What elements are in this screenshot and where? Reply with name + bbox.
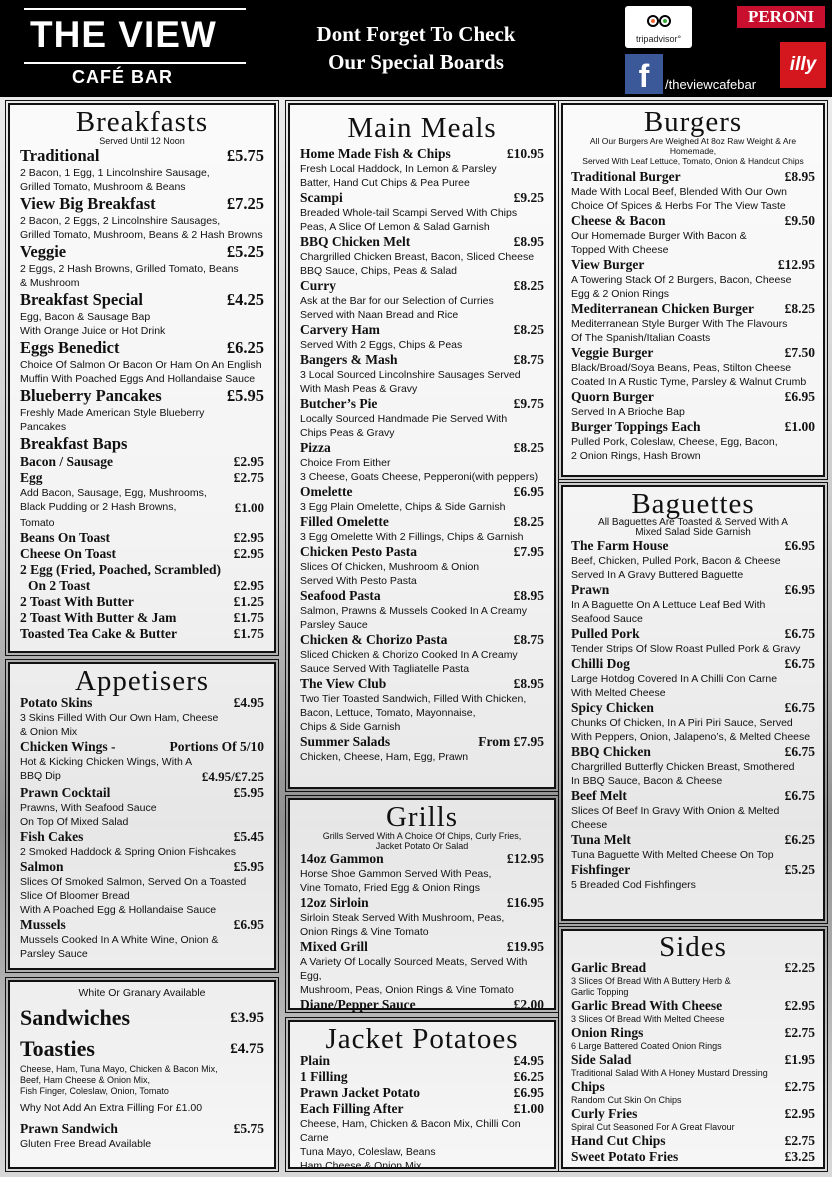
menu-item: Garlic Bread £2.25 bbox=[571, 960, 815, 975]
menu-item: 2 Toast With Butter & Jam £1.75 bbox=[20, 610, 264, 625]
menu-item: Egg £2.75 bbox=[20, 470, 264, 485]
item-desc: Random Cut Skin On Chips bbox=[571, 1095, 682, 1105]
breakfasts-section bbox=[8, 103, 276, 653]
menu-item: Mediterranean Chicken Burger £8.25 bbox=[571, 301, 815, 316]
menu-item: Fish Cakes £5.45 bbox=[20, 829, 264, 844]
menu-item: The View Club £8.95 bbox=[300, 676, 544, 691]
menu-item: Tuna Melt £6.25 bbox=[571, 832, 815, 847]
item-desc: Chicken, Cheese, Ham, Egg, Prawn bbox=[300, 751, 469, 763]
item-desc: 3 Local Sourced Lincolnshire Sausages Served bbox=[300, 369, 521, 381]
menu-item: Breakfast Special £4.25 bbox=[20, 290, 264, 309]
item-desc: Breaded Whole-tail Scampi Served With Chips bbox=[300, 207, 518, 219]
menu-item: BBQ Chicken Melt £8.95 bbox=[300, 234, 544, 249]
section-note: Served With Leaf Lettuce, Tomato, Onion & Handcut Chips bbox=[582, 156, 804, 166]
menu-item: Onion Rings £2.75 bbox=[571, 1025, 815, 1040]
section-note: White Or Granary Available bbox=[78, 987, 206, 999]
item-desc: Slices Of Beef In Gravy With Onion & Melted bbox=[571, 805, 780, 817]
item-desc: Sauce Served With Tagliatelle Pasta bbox=[300, 663, 470, 675]
item-desc: Gluten Free Bread Available bbox=[20, 1138, 152, 1150]
item-desc: 3 Egg Omelette With 2 Fillings, Chips & Garnish bbox=[300, 531, 524, 543]
menu-item: Pulled Pork £6.75 bbox=[571, 626, 815, 641]
item-desc: Slices Of Smoked Salmon, Served On a Toasted bbox=[20, 876, 247, 888]
menu-item: Eggs Benedict £6.25 bbox=[20, 338, 264, 357]
item-desc: 2 Eggs, 2 Hash Browns, Grilled Tomato, Beans bbox=[20, 263, 239, 275]
grills-section bbox=[288, 798, 556, 1010]
section-title: Breakfasts bbox=[75, 106, 209, 138]
facebook-icon[interactable]: f bbox=[625, 54, 663, 94]
item-desc: Served In A Gravy Buttered Baguette bbox=[571, 569, 744, 581]
item-desc: Parsley Sauce bbox=[20, 948, 88, 960]
item-desc: Beef, Chicken, Pulled Pork, Bacon & Cheese bbox=[571, 555, 781, 567]
main-meals-section bbox=[288, 103, 556, 789]
item-desc: Grilled Tomato, Mushroom & Beans bbox=[20, 181, 186, 193]
menu-item: Cheese & Bacon £9.50 bbox=[571, 213, 815, 228]
menu-item: Seafood Pasta £8.95 bbox=[300, 588, 544, 603]
menu-item: Toasted Tea Cake & Butter £1.75 bbox=[20, 626, 264, 641]
menu-item: View Big Breakfast £7.25 bbox=[20, 194, 264, 213]
item-desc: & Onion Mix bbox=[20, 726, 78, 738]
menu-item: Summer Salads From £7.95 bbox=[300, 734, 544, 749]
sandwiches-section bbox=[8, 980, 276, 1169]
menu-item: Diane/Pepper Sauce £2.00 bbox=[300, 997, 544, 1012]
item-desc: Pulled Pork, Coleslaw, Cheese, Egg, Bacon, bbox=[571, 436, 778, 448]
burgers-section bbox=[561, 103, 825, 477]
item-desc: In BBQ Sauce, Bacon & Cheese bbox=[571, 775, 723, 787]
section-title: Sides bbox=[659, 931, 727, 963]
tagline bbox=[282, 20, 550, 76]
item-desc: Choice Of Salmon Or Bacon Or Ham On An English bbox=[20, 359, 262, 371]
item-desc: 3 Slices Of Bread With Melted Cheese bbox=[571, 1014, 725, 1024]
item-desc: Parsley Sauce bbox=[300, 619, 368, 631]
section-note: Served Until 12 Noon bbox=[99, 136, 185, 146]
item-desc: Muffin With Poached Eggs And Hollandaise Sauce bbox=[20, 373, 256, 385]
item-desc: Chargrilled Butterfly Chicken Breast, Smothered bbox=[571, 761, 795, 773]
tripadvisor-text: tripadvisor° bbox=[635, 34, 682, 44]
item-desc: Traditional Salad With A Honey Mustard Dressing bbox=[571, 1068, 768, 1078]
menu-item: Prawn Cocktail £5.95 bbox=[20, 785, 264, 800]
peroni-logo: PERONI bbox=[737, 6, 825, 28]
menu-item: Curly Fries £2.95 bbox=[571, 1106, 815, 1121]
menu-item: Mixed Grill £19.95 bbox=[300, 939, 544, 954]
section-note: All Baguettes Are Toasted & Served With A bbox=[598, 517, 788, 528]
menu-item: Beef Melt £6.75 bbox=[571, 788, 815, 803]
item-desc: Tuna Baguette With Melted Cheese On Top bbox=[571, 849, 774, 861]
item-desc: Black Pudding or 2 Hash Browns, £1.00 bbox=[20, 500, 264, 515]
menu-item: 2 Egg (Fried, Poached, Scrambled) bbox=[20, 562, 221, 577]
menu-item: BBQ Chicken £6.75 bbox=[571, 744, 815, 759]
menu-item: Chicken Pesto Pasta £7.95 bbox=[300, 544, 544, 559]
section-note: Jacket Potato Or Salad bbox=[375, 841, 469, 851]
menu-item: Bangers & Mash £8.75 bbox=[300, 352, 544, 367]
item-desc: Add Bacon, Sausage, Egg, Mushrooms, bbox=[20, 487, 207, 499]
item-desc: Hot & Kicking Chicken Wings, With A bbox=[20, 756, 193, 768]
menu-item: 2 Toast With Butter £1.25 bbox=[20, 594, 264, 609]
baguettes-section bbox=[561, 485, 825, 921]
item-desc: & Mushroom bbox=[20, 277, 80, 289]
menu-item: Chicken Wings - Portions Of 5/10 bbox=[20, 739, 264, 754]
section-title: Burgers bbox=[643, 106, 743, 138]
item-desc: Onion Rings & Vine Tomato bbox=[300, 926, 429, 938]
menu-item: Prawn Jacket Potato £6.95 bbox=[300, 1085, 544, 1100]
logo-rule bbox=[24, 62, 246, 64]
item-desc: Garlic Topping bbox=[571, 987, 629, 997]
menu-item: 1 Filling £6.25 bbox=[300, 1069, 544, 1084]
item-desc: With Peppers, Onion, Jalapeno’s, & Melted Cheese bbox=[571, 731, 811, 743]
item-desc: Egg & 2 Onion Rings bbox=[571, 288, 670, 300]
menu-item: Quorn Burger £6.95 bbox=[571, 389, 815, 404]
item-desc: Chips Peas & Gravy bbox=[300, 427, 395, 439]
menu-item: Cheese On Toast £2.95 bbox=[20, 546, 264, 561]
section-title: Appetisers bbox=[74, 665, 210, 697]
logo-title: THE VIEW bbox=[30, 14, 217, 55]
menu-item: Sandwiches £3.95 bbox=[20, 1005, 264, 1030]
item-desc: Made With Local Beef, Blended With Our Own bbox=[571, 186, 787, 198]
item-desc: 3 Egg Plain Omelette, Chips & Side Garnish bbox=[300, 501, 506, 513]
item-desc: Served With Pesto Pasta bbox=[300, 575, 417, 587]
item-desc: Vine Tomato, Fried Egg & Onion Rings bbox=[300, 882, 480, 894]
menu-item: Curry £8.25 bbox=[300, 278, 544, 293]
item-desc: Served In A Brioche Bap bbox=[571, 406, 685, 418]
menu-item: Garlic Bread With Cheese £2.95 bbox=[571, 998, 815, 1013]
menu-item: Each Filling After £1.00 bbox=[300, 1101, 544, 1116]
item-desc: Our Homemade Burger With Bacon & bbox=[571, 230, 747, 242]
section-title: Jacket Potatoes bbox=[325, 1023, 519, 1055]
item-desc: 3 Cheese, Goats Cheese, Pepperoni(with peppers) bbox=[300, 471, 539, 483]
item-desc: Chips & Side Garnish bbox=[300, 721, 401, 733]
tripadvisor-logo[interactable] bbox=[625, 6, 692, 48]
item-desc: Tuna Mayo, Coleslaw, Beans bbox=[300, 1146, 436, 1158]
item-desc: With A Poached Egg & Hollandaise Sauce bbox=[20, 904, 217, 916]
menu-item: Spicy Chicken £6.75 bbox=[571, 700, 815, 715]
item-desc: Prawns, With Seafood Sauce bbox=[20, 802, 157, 814]
menu-item: Filled Omelette £8.25 bbox=[300, 514, 544, 529]
item-desc: Chargrilled Chicken Breast, Bacon, Sliced Cheese bbox=[300, 251, 535, 263]
appetisers-section bbox=[8, 662, 276, 970]
item-desc: Beef, Ham Cheese & Onion Mix, bbox=[20, 1075, 151, 1085]
item-desc: 5 Breaded Cod Fishfingers bbox=[571, 879, 696, 891]
item-desc: With Melted Cheese bbox=[571, 687, 666, 699]
menu-item: Burger Toppings Each £1.00 bbox=[571, 419, 815, 434]
item-desc: Freshly Made American Style Blueberry bbox=[20, 407, 205, 419]
menu-item: Traditional Burger £8.95 bbox=[571, 169, 815, 184]
item-desc: Slice Of Bloomer Bread bbox=[20, 890, 130, 902]
menu-item: Omelette £6.95 bbox=[300, 484, 544, 499]
item-desc: BBQ Dip £4.95/£7.25 bbox=[20, 769, 264, 784]
item-desc: 6 Large Battered Coated Onion Rings bbox=[571, 1041, 722, 1051]
menu-item: Sweet Potato Fries £3.25 bbox=[571, 1149, 815, 1164]
item-desc: 3 Slices Of Bread With A Buttery Herb & bbox=[571, 976, 731, 986]
item-desc: Mushroom, Peas, Onion Rings & Vine Tomato bbox=[300, 984, 514, 996]
menu-item: Carvery Ham £8.25 bbox=[300, 322, 544, 337]
item-desc: Why Not Add An Extra Filling For £1.00 bbox=[20, 1102, 203, 1114]
menu-item: Fishfinger £5.25 bbox=[571, 862, 815, 877]
menu-item: View Burger £12.95 bbox=[571, 257, 815, 272]
logo-subtitle: CAFÉ BAR bbox=[72, 67, 173, 87]
item-desc: 2 Smoked Haddock & Spring Onion Fishcakes bbox=[20, 846, 236, 858]
menu-item: Veggie £5.25 bbox=[20, 242, 264, 261]
item-desc: Mussels Cooked In A White Wine, Onion & bbox=[20, 934, 219, 946]
menu-item: 12oz Sirloin £16.95 bbox=[300, 895, 544, 910]
item-desc: Sliced Chicken & Chorizo Cooked In A Creamy bbox=[300, 649, 518, 661]
menu-item: Veggie Burger £7.50 bbox=[571, 345, 815, 360]
menu-item: Side Salad £1.95 bbox=[571, 1052, 815, 1067]
item-desc: With Orange Juice or Hot Drink bbox=[20, 325, 166, 337]
menu-item: Salmon £5.95 bbox=[20, 859, 264, 874]
item-desc: Egg, Bacon & Sausage Bap bbox=[20, 311, 151, 323]
item-desc: Cheese, Ham, Tuna Mayo, Chicken & Bacon Mix, bbox=[20, 1064, 218, 1074]
item-desc: Seafood Sauce bbox=[571, 613, 643, 625]
menu-item: Prawn £6.95 bbox=[571, 582, 815, 597]
tagline-line1: Dont Forget To Check bbox=[316, 22, 516, 46]
item-desc: Choice From Either bbox=[300, 457, 391, 469]
item-desc: Fish Finger, Coleslaw, Onion, Tomato bbox=[20, 1086, 169, 1096]
item-desc: Served With 2 Eggs, Chips & Peas bbox=[300, 339, 463, 351]
facebook-handle[interactable]: /theviewcafebar bbox=[665, 77, 757, 92]
item-desc: 2 Bacon, 1 Egg, 1 Lincolnshire Sausage, bbox=[20, 167, 210, 179]
menu-item: Blueberry Pancakes £5.95 bbox=[20, 386, 264, 405]
section-title: Main Meals bbox=[347, 112, 497, 144]
item-desc: Fresh Local Haddock, In Lemon & Parsley bbox=[300, 163, 497, 175]
item-desc: Served with Naan Bread and Rice bbox=[300, 309, 459, 321]
item-desc: Cheese, Ham, Chicken & Bacon Mix, Chilli Con Carne bbox=[300, 1118, 521, 1144]
section-title: Grills bbox=[385, 801, 459, 833]
item-desc: Sirloin Steak Served With Mushroom, Peas, bbox=[300, 912, 505, 924]
item-desc: Cheese bbox=[571, 819, 608, 831]
item-desc: Topped With Cheese bbox=[571, 244, 669, 256]
menu-item: Chicken & Chorizo Pasta £8.75 bbox=[300, 632, 544, 647]
menu-item: Potato Skins £4.95 bbox=[20, 695, 264, 710]
item-desc: Salmon, Prawns & Mussels Cooked In A Creamy bbox=[300, 605, 528, 617]
menu-item: On 2 Toast £2.95 bbox=[28, 578, 264, 593]
item-desc: A Variety Of Locally Sourced Meats, Served With Egg, bbox=[300, 956, 528, 982]
item-desc: Peas, A Slice Of Lemon & Salad Garnish bbox=[300, 221, 490, 233]
owl-icon bbox=[647, 10, 671, 30]
tagline-line2: Our Special Boards bbox=[328, 50, 504, 74]
menu-item: Toasties £4.75 bbox=[20, 1036, 264, 1061]
menu-item: Scampi £9.25 bbox=[300, 190, 544, 205]
menu-item: Chips £2.75 bbox=[571, 1079, 815, 1094]
header bbox=[0, 0, 832, 97]
item-desc: Spiral Cut Seasoned For A Great Flavour bbox=[571, 1122, 735, 1132]
menu-item: The Farm House £6.95 bbox=[571, 538, 815, 553]
item-desc: In A Baguette On A Lettuce Leaf Bed With bbox=[571, 599, 766, 611]
item-desc: Two Tier Toasted Sandwich, Filled With Chicken, bbox=[300, 693, 527, 705]
item-desc: Tender Strips Of Slow Roast Pulled Pork & Gravy bbox=[571, 643, 801, 655]
item-desc: 2 Onion Rings, Hash Brown bbox=[571, 450, 701, 462]
item-desc: Of The Spanish/Italian Coasts bbox=[571, 332, 711, 344]
menu-item: Beans On Toast £2.95 bbox=[20, 530, 264, 545]
menu-item: Butcher’s Pie £9.75 bbox=[300, 396, 544, 411]
menu-item: Bacon / Sausage £2.95 bbox=[20, 454, 264, 469]
item-desc: A Towering Stack Of 2 Burgers, Bacon, Cheese bbox=[571, 274, 792, 286]
item-desc: Batter, Hand Cut Chips & Pea Puree bbox=[300, 177, 470, 189]
item-desc: On Top Of Mixed Salad bbox=[20, 816, 129, 828]
item-desc: Chunks Of Chicken, In A Piri Piri Sauce, Served bbox=[571, 717, 793, 729]
illy-logo: illy bbox=[780, 42, 826, 88]
section-title: Baguettes bbox=[631, 488, 755, 520]
item-desc: Coated In A Rustic Tyme, Parsley & Walnut Crumb bbox=[571, 376, 807, 388]
jacket-potatoes-section bbox=[288, 1020, 556, 1172]
item-desc: 3 Skins Filled With Our Own Ham, Cheese bbox=[20, 712, 219, 724]
section-note: Mixed Salad Side Garnish bbox=[635, 527, 751, 538]
logo-rule-top bbox=[24, 8, 246, 10]
menu-item: Pizza £8.25 bbox=[300, 440, 544, 455]
item-desc: Bacon, Lettuce, Tomato, Mayonnaise, bbox=[300, 707, 476, 719]
item-desc: Grilled Tomato, Mushroom, Beans & 2 Hash Browns bbox=[20, 229, 263, 241]
menu-item: 14oz Gammon £12.95 bbox=[300, 851, 544, 866]
item-desc: Choice Of Spices & Herbs For The View Taste bbox=[571, 200, 786, 212]
menu-item: Home Made Fish & Chips £10.95 bbox=[300, 146, 544, 161]
menu-item: Hand Cut Chips £2.75 bbox=[571, 1133, 815, 1148]
menu-item: Chilli Dog £6.75 bbox=[571, 656, 815, 671]
item-desc: Ask at the Bar for our Selection of Curries bbox=[300, 295, 494, 307]
item-desc: Large Hotdog Covered In A Chilli Con Carne bbox=[571, 673, 778, 685]
item-desc: Locally Sourced Handmade Pie Served With bbox=[300, 413, 508, 425]
item-desc: BBQ Sauce, Chips, Peas & Salad bbox=[300, 265, 458, 277]
item-desc: Pancakes bbox=[20, 421, 67, 433]
item-desc: 2 Bacon, 2 Eggs, 2 Lincolnshire Sausages, bbox=[20, 215, 221, 227]
menu-item: Traditional £5.75 bbox=[20, 146, 264, 165]
item-desc: With Mash Peas & Gravy bbox=[300, 383, 418, 395]
item-desc: Slices Of Chicken, Mushroom & Onion bbox=[300, 561, 480, 573]
item-desc: Mediterranean Style Burger With The Flavours bbox=[571, 318, 788, 330]
section-note: Grills Served With A Choice Of Chips, Curly Fries, bbox=[322, 831, 522, 841]
subsection-title: Breakfast Baps bbox=[20, 434, 128, 453]
menu-item: Prawn Sandwich £5.75 bbox=[20, 1121, 264, 1136]
item-desc: Horse Shoe Gammon Served With Peas, bbox=[300, 868, 492, 880]
item-desc: Tomato bbox=[20, 517, 55, 529]
menu-item: Plain £4.95 bbox=[300, 1053, 544, 1068]
item-desc: Black/Broad/Soya Beans, Peas, Stilton Cheese bbox=[571, 362, 792, 374]
sides-section bbox=[561, 929, 825, 1169]
item-desc: Ham Cheese & Onion Mix bbox=[300, 1160, 422, 1172]
section-note: All Our Burgers Are Weighed At 8oz Raw Weight & Are Homemade, bbox=[589, 136, 797, 156]
menu-item: Mussels £6.95 bbox=[20, 917, 264, 932]
